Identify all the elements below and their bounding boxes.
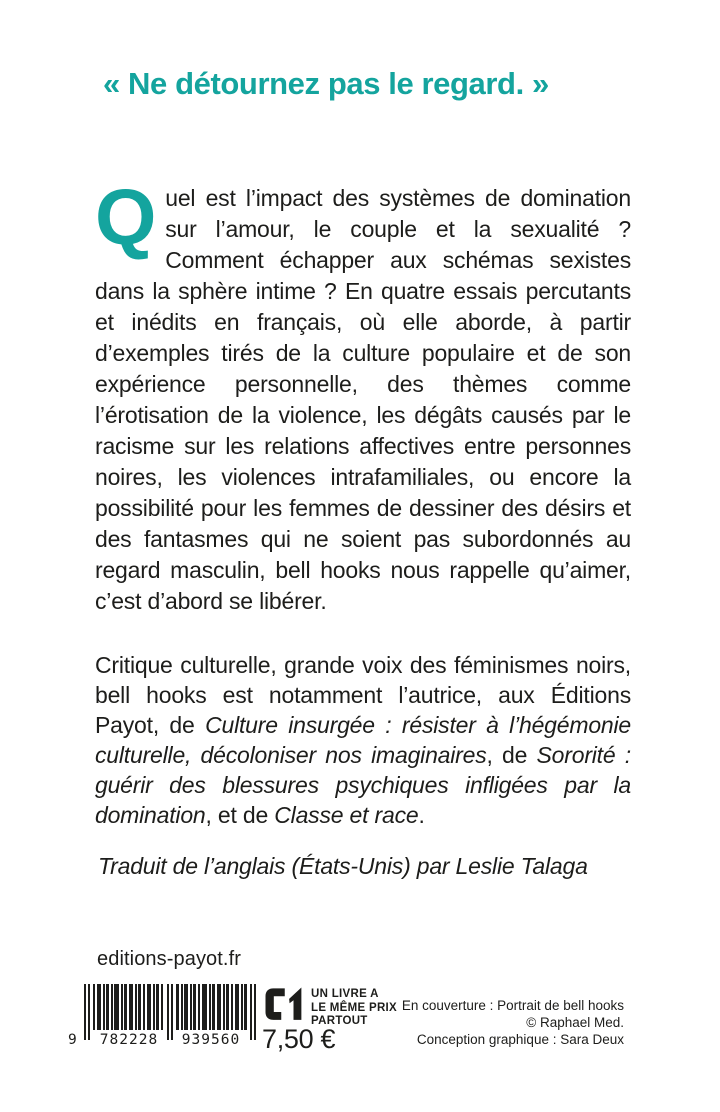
price-label: 7,50 € [262,1024,336,1054]
bio-text: , et de [205,802,275,828]
book-title: Culture insurgée : résister à l’hégémonie culturelle, décoloniser nos imaginaires [95,712,632,768]
bio-text: . [418,802,425,828]
dropcap-letter: Q [95,172,157,261]
cover-credit-copyright: © Raphael Med. [526,1015,624,1030]
book-title: Classe et race [274,802,419,828]
fixed-price-slogan-line: UN LIVRE A [311,988,379,1000]
bio-text: Critique culturelle, grande voix des féminismes noirs, bell hooks est notamment l’autrice, aux Éditions Payot, de [95,652,631,738]
ean-first-digit: 9 [68,1032,78,1048]
bio-text: , de [486,742,537,768]
ean-barcode [68,984,258,1048]
book-title: Sororité : guérir des blessures psychiques infligées par la domination [95,742,631,828]
publisher-website: editions-payot.fr [97,948,241,970]
fixed-price-open-book-icon [262,984,304,1026]
cover-credit-design: Conception graphique : Sara Deux [416,1032,624,1047]
ean-group1: 782228 [99,1032,159,1048]
cover-credit-photo: En couverture : Portrait de bell hooks [401,998,624,1013]
fixed-price-slogan-line: LE MÊME PRIX [311,1001,398,1014]
bio-paragraph [95,650,631,830]
ean-group2: 939560 [181,1032,241,1048]
fixed-price-slogan-line: PARTOUT [311,1015,368,1027]
headline-quote: « Ne détournez pas le regard. » [103,66,549,101]
synopsis-text: uel est l’impact des systèmes de domination sur l’amour, le couple et la sexualité ? Comment échapper aux schémas sexistes dans la sphère intime ? En quatre essais percutants et inédits en français, où elle aborde, à partir d’exemples tirés de la culture populaire et de son expérience personnelle, des thèmes comme l’érotisation de la violence, les dégâts causés par le racisme sur les relations affectives entre personnes noires, les violences intrafamiliales, ou encore la possibilité pour les femmes de dessiner des désirs et des fantasmes qui ne soient pas subordonnés au regard masculin, bell hooks nous rappelle qu’aimer, c’est d’abord se libérer. [95,185,631,614]
translator-note: Traduit de l’anglais (États-Unis) par Leslie Talaga [98,853,588,879]
synopsis-paragraph [95,172,631,617]
cover-credits [300,997,624,1048]
